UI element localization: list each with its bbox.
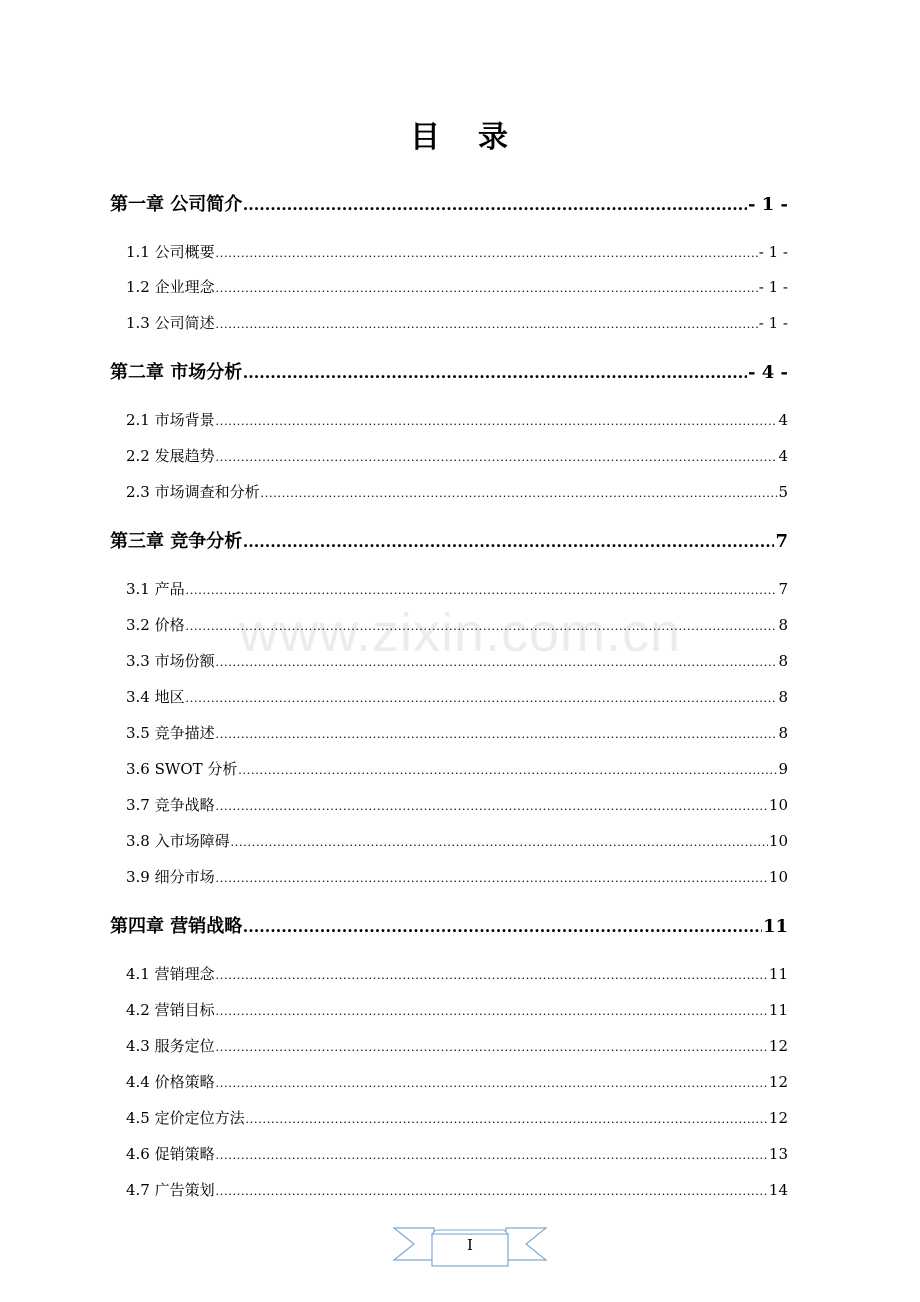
toc-entry-label: 4.5 定价定位方法 xyxy=(126,1109,245,1127)
toc-entry-page: 4 xyxy=(778,447,788,465)
toc-entry-page: 9 xyxy=(778,760,788,778)
toc-entry-page: 10 xyxy=(768,832,788,850)
dot-leader xyxy=(186,618,778,634)
toc-entry-page: 12 xyxy=(768,1073,788,1091)
toc-entry-page: 4 xyxy=(778,411,788,429)
dot-leader xyxy=(216,1147,768,1163)
toc-entry[interactable] xyxy=(110,190,788,216)
toc-entry-label: 3.3 市场份额 xyxy=(126,652,215,670)
toc-entry-label: 第四章 营销战略 xyxy=(110,916,243,937)
ribbon-right-tail xyxy=(506,1228,546,1260)
dot-leader xyxy=(216,449,778,465)
toc-entry-page: - 1 - xyxy=(748,194,788,215)
toc-entry-label: 2.1 市场背景 xyxy=(126,411,215,429)
dot-leader xyxy=(243,194,747,215)
dot-leader xyxy=(216,870,768,886)
toc-entry[interactable] xyxy=(126,614,788,635)
dot-leader xyxy=(243,531,774,552)
toc-entry-page: 5 xyxy=(778,483,788,501)
toc-entry[interactable] xyxy=(126,650,788,671)
toc-entry-label: 4.3 服务定位 xyxy=(126,1037,215,1055)
toc-entry[interactable] xyxy=(126,963,788,984)
dot-leader xyxy=(186,582,778,598)
toc-entry-label: 2.2 发展趋势 xyxy=(126,447,215,465)
toc-entry-label: 3.7 竞争战略 xyxy=(126,796,215,814)
toc-entry[interactable] xyxy=(126,999,788,1020)
toc-entry-label: 4.2 营销目标 xyxy=(126,1001,215,1019)
dot-leader xyxy=(243,362,747,383)
toc-entry-label: 1.2 企业理念 xyxy=(126,278,215,296)
toc-entry[interactable] xyxy=(126,409,788,430)
toc-entry[interactable] xyxy=(110,358,788,384)
toc-entry[interactable] xyxy=(126,1179,788,1200)
dot-leader xyxy=(186,690,778,706)
toc-entry[interactable] xyxy=(126,722,788,743)
dot-leader xyxy=(238,762,777,778)
dot-leader xyxy=(216,245,758,261)
toc-entry-label: 第三章 竞争分析 xyxy=(110,531,243,552)
toc-entry[interactable] xyxy=(126,1143,788,1164)
toc-entry[interactable] xyxy=(126,830,788,851)
dot-leader xyxy=(216,316,758,332)
toc-entry[interactable] xyxy=(126,686,788,707)
toc-entry-page: 8 xyxy=(778,688,788,706)
toc-entry[interactable] xyxy=(110,527,788,553)
toc-entry-label: 2.3 市场调查和分析 xyxy=(126,483,260,501)
toc-entry-label: 1.1 公司概要 xyxy=(126,243,215,261)
toc-entry-label: 3.2 价格 xyxy=(126,616,185,634)
toc-entry[interactable] xyxy=(126,445,788,466)
toc-entry-label: 4.4 价格策略 xyxy=(126,1073,215,1091)
toc-entry[interactable] xyxy=(126,758,788,779)
toc-entry-label: 3.6 SWOT 分析 xyxy=(126,760,238,778)
toc-entry-page: 8 xyxy=(778,724,788,742)
toc-entry-label: 3.8 入市场障碍 xyxy=(126,832,230,850)
toc-entry-label: 1.3 公司简述 xyxy=(126,314,215,332)
toc-entry[interactable] xyxy=(126,1071,788,1092)
dot-leader xyxy=(216,1003,768,1019)
title-char-1: 目 xyxy=(410,120,442,155)
toc-entry-page: 7 xyxy=(778,580,788,598)
dot-leader xyxy=(216,798,768,814)
toc-entry-page: 13 xyxy=(768,1145,788,1163)
toc-entry-page: - 1 - xyxy=(758,278,788,296)
toc-entry-label: 第一章 公司简介 xyxy=(110,194,243,215)
page-title xyxy=(0,112,920,156)
dot-leader xyxy=(216,1075,768,1091)
toc-entry-page: 11 xyxy=(762,916,788,937)
toc-entry-page: - 1 - xyxy=(758,243,788,261)
dot-leader xyxy=(243,916,762,937)
toc-entry-label: 3.5 竞争描述 xyxy=(126,724,215,742)
toc-entry-page: 11 xyxy=(768,965,788,983)
page-number: I xyxy=(467,1236,473,1254)
toc-entry-page: - 4 - xyxy=(748,362,788,383)
toc-entry[interactable] xyxy=(126,1107,788,1128)
dot-leader xyxy=(216,726,778,742)
toc-entry[interactable] xyxy=(126,578,788,599)
dot-leader xyxy=(216,413,778,429)
dot-leader xyxy=(246,1111,768,1127)
toc-entry[interactable] xyxy=(126,276,788,297)
toc-entry-label: 3.9 细分市场 xyxy=(126,868,215,886)
toc-entry[interactable] xyxy=(126,241,788,262)
toc-entry-page: 8 xyxy=(778,616,788,634)
dot-leader xyxy=(216,280,758,296)
toc-entry-page: 8 xyxy=(778,652,788,670)
toc-entry-page: 10 xyxy=(768,796,788,814)
toc-entry-label: 3.1 产品 xyxy=(126,580,185,598)
toc-entry[interactable] xyxy=(126,481,788,502)
toc-entry-page: 7 xyxy=(775,531,788,552)
dot-leader xyxy=(216,654,778,670)
toc-entry[interactable] xyxy=(110,912,788,938)
dot-leader xyxy=(216,967,768,983)
toc-entry-page: 11 xyxy=(768,1001,788,1019)
dot-leader xyxy=(216,1183,768,1199)
toc-entry-label: 第二章 市场分析 xyxy=(110,362,243,383)
toc-entry-page: 12 xyxy=(768,1037,788,1055)
toc-entry-label: 4.1 营销理念 xyxy=(126,965,215,983)
dot-leader xyxy=(231,834,768,850)
toc-entry[interactable] xyxy=(126,866,788,887)
ribbon-left-tail xyxy=(394,1228,434,1260)
toc-entry-page: 10 xyxy=(768,868,788,886)
dot-leader xyxy=(216,1039,768,1055)
toc-entry-label: 3.4 地区 xyxy=(126,688,185,706)
toc-entry[interactable] xyxy=(126,312,788,333)
title-char-2: 录 xyxy=(478,120,510,155)
toc-entry-page: 14 xyxy=(768,1181,788,1199)
toc-entry-label: 4.6 促销策略 xyxy=(126,1145,215,1163)
toc-entry[interactable] xyxy=(126,1035,788,1056)
watermark: www.zixin.com.cn xyxy=(238,603,682,663)
toc-entry-page: 12 xyxy=(768,1109,788,1127)
dot-leader xyxy=(261,485,778,501)
toc-entry[interactable] xyxy=(126,794,788,815)
toc-entry-label: 4.7 广告策划 xyxy=(126,1181,215,1199)
toc-entry-page: - 1 - xyxy=(758,314,788,332)
